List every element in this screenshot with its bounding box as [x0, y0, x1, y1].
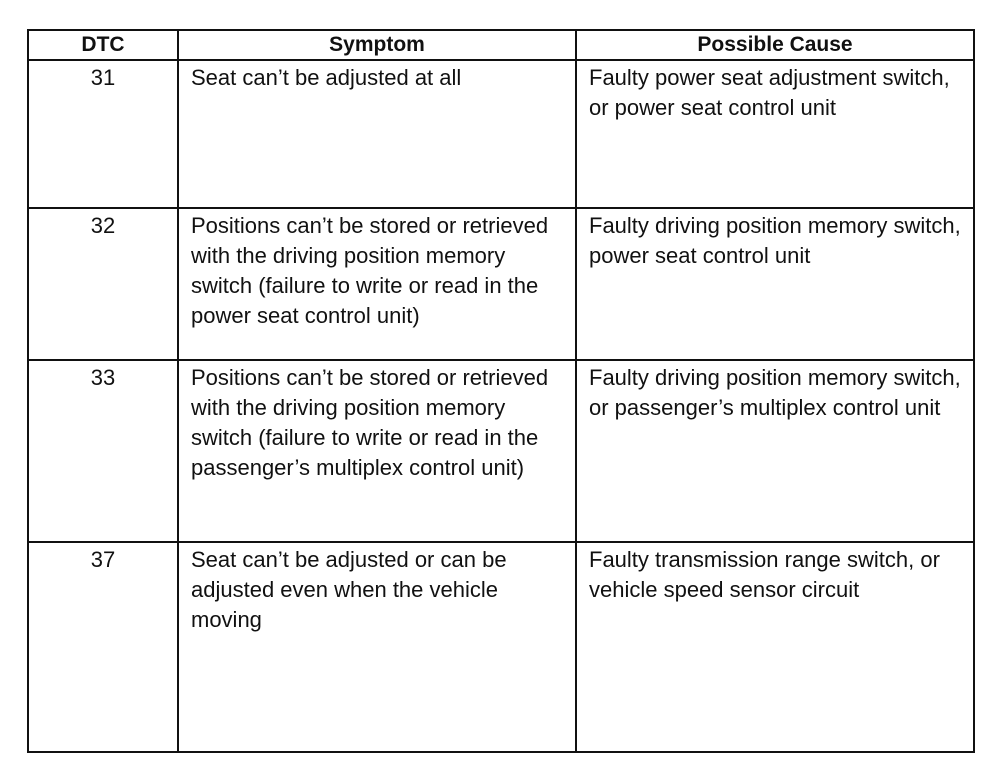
cause-cell: Faulty power seat adjustment switch, or power seat control unit — [576, 60, 974, 208]
table-body — [28, 60, 974, 752]
table-row — [28, 60, 974, 208]
symptom-cell: Seat can’t be adjusted or can be adjusted even when the vehicle moving — [178, 542, 576, 752]
cause-cell: Faulty driving position memory switch, power seat control unit — [576, 208, 974, 360]
table-header — [28, 30, 974, 60]
symptom-cell: Seat can’t be adjusted at all — [178, 60, 576, 208]
dtc-table — [27, 29, 975, 753]
symptom-cell: Positions can’t be stored or retrieved with the driving position memory switch (failure to write or read in the power seat control unit) — [178, 208, 576, 360]
table-row — [28, 542, 974, 752]
dtc-code: 37 — [28, 542, 178, 752]
symptom-cell: Positions can’t be stored or retrieved with the driving position memory switch (failure to write or read in the passenger’s multiplex control unit) — [178, 360, 576, 542]
cause-cell: Faulty driving position memory switch, or passenger’s multiplex control unit — [576, 360, 974, 542]
table-row — [28, 208, 974, 360]
header-dtc: DTC — [28, 30, 178, 60]
table-row — [28, 360, 974, 542]
dtc-code: 33 — [28, 360, 178, 542]
dtc-code: 32 — [28, 208, 178, 360]
header-possible-cause: Possible Cause — [576, 30, 974, 60]
header-symptom: Symptom — [178, 30, 576, 60]
dtc-code: 31 — [28, 60, 178, 208]
cause-cell: Faulty transmission range switch, or vehicle speed sensor circuit — [576, 542, 974, 752]
header-row — [28, 30, 974, 60]
